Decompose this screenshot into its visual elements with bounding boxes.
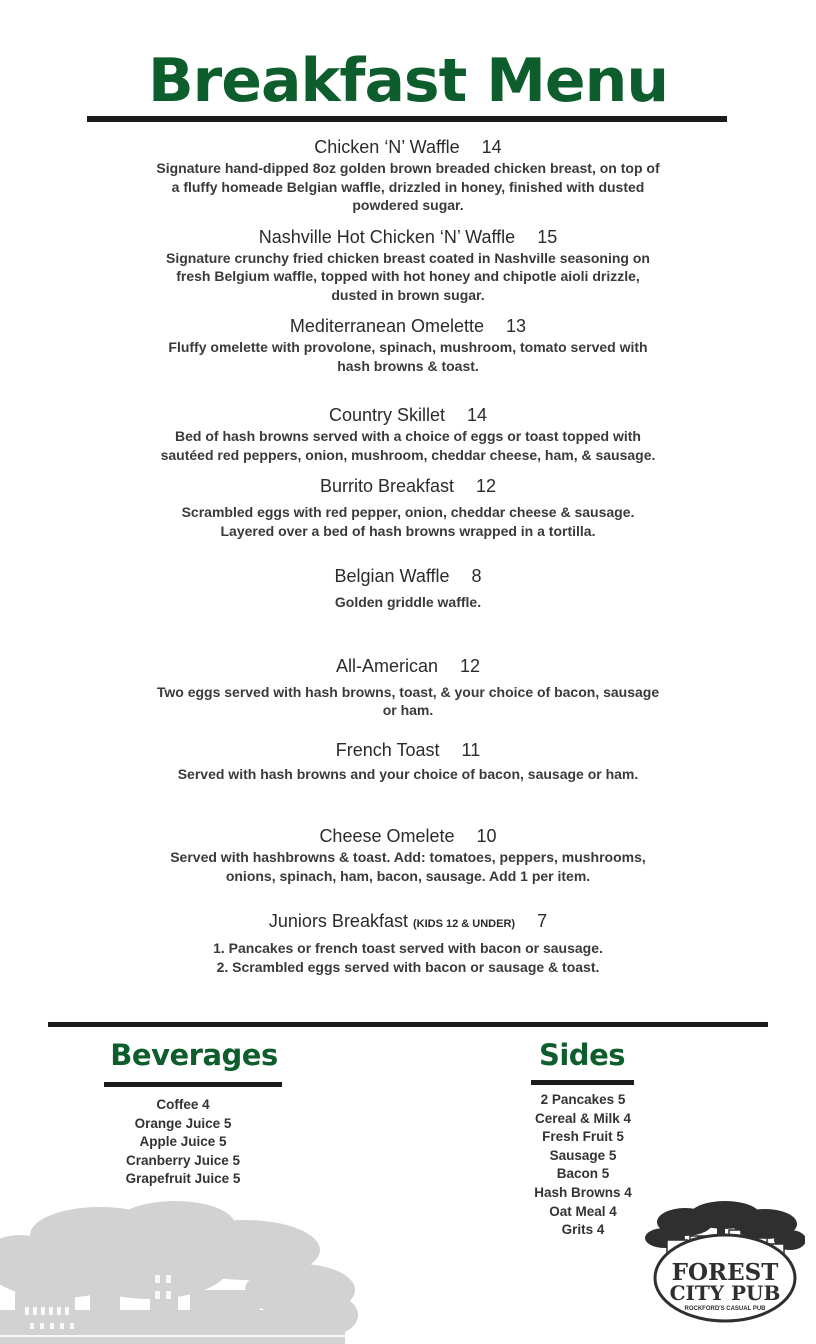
list-item: Cereal & Milk 4 — [534, 1110, 632, 1126]
menu-item-header — [0, 654, 816, 678]
list-item: Fresh Fruit 5 — [542, 1129, 624, 1145]
menu-item-price: 12 — [460, 655, 481, 676]
menu-item-price: 10 — [476, 826, 497, 846]
menu-item-all-american — [0, 654, 816, 720]
menu-item-burrito-breakfast — [0, 474, 816, 540]
list-item: Cranberry Juice 5 — [125, 1152, 241, 1168]
skyline-illustration — [0, 1195, 360, 1344]
menu-item-price: 14 — [481, 137, 502, 157]
menu-item-header — [0, 738, 816, 762]
menu-item-header — [0, 824, 816, 848]
menu-item-name: Burrito Breakfast — [319, 476, 455, 496]
menu-item-description: Signature crunchy fried chicken breast coated in Nashville seasoning on fresh Belgium waffle, topped with hot honey and chipotle aioli drizzle, dusted in brown sugar. — [166, 249, 650, 303]
list-item: Orange Juice 5 — [134, 1115, 232, 1131]
menu-item-description: Bed of hash browns served with a choice of eggs or toast topped with sautéed red peppers, onion, mushroom, cheddar cheese, ham, & sausage. — [160, 428, 656, 463]
menu-item-header — [0, 225, 816, 249]
beverages-underline — [104, 1082, 282, 1087]
list-item: 2 Pancakes 5 — [540, 1092, 626, 1107]
logo-tagline: ROCKFORD'S CASUAL PUB — [684, 1306, 766, 1312]
menu-item-name: Juniors Breakfast — [268, 911, 408, 931]
list-item: Grits 4 — [561, 1222, 605, 1238]
menu-item-description-line: 2. Scrambled eggs served with bacon or sausage & toast. — [216, 958, 600, 975]
menu-item-name: Country Skillet — [328, 405, 445, 425]
list-item: Oat Meal 4 — [549, 1203, 617, 1219]
menu-item-name: Nashville Hot Chicken ‘N’ Waffle — [258, 226, 516, 247]
menu-item-header — [0, 474, 816, 498]
menu-item-name: French Toast — [335, 739, 440, 760]
list-item: Coffee 4 — [156, 1097, 210, 1112]
beverages-title: Beverages — [110, 1038, 278, 1072]
logo-line-1: FOREST — [671, 1259, 779, 1286]
menu-item-price: 14 — [467, 405, 488, 425]
menu-item-name: Cheese Omelete — [319, 826, 455, 846]
menu-item-cheese-omelete — [0, 824, 816, 885]
menu-item-name: Mediterranean Omelette — [289, 316, 485, 336]
list-item: Sausage 5 — [549, 1147, 617, 1163]
logo-line-2: CITY PUB — [669, 1281, 781, 1305]
menu-item-description: Two eggs served with hash browns, toast, & your choice of bacon, sausage or ham. — [156, 683, 660, 718]
menu-item-header — [0, 909, 816, 936]
menu-item-description: Signature hand-dipped 8oz golden brown breaded chicken breast, on top of a fluffy homeade Belgian waffle, drizzled in honey, finished with dusted powdered sugar. — [156, 160, 660, 213]
forest-city-pub-logo — [645, 1200, 805, 1325]
menu-item-name: All-American — [335, 655, 438, 676]
menu-item-description: Scrambled eggs with red pepper, onion, cheddar cheese & sausage. Layered over a bed of hash browns wrapped in a tortilla. — [181, 504, 635, 539]
menu-item-price: 7 — [537, 911, 548, 931]
menu-list — [0, 135, 816, 976]
menu-item-price: 15 — [537, 226, 558, 247]
sides-underline — [531, 1080, 634, 1085]
section-divider — [48, 1022, 768, 1027]
menu-item-header — [0, 564, 816, 588]
list-item: Grapefruit Juice 5 — [125, 1171, 241, 1187]
menu-item-header — [0, 314, 816, 338]
menu-item-description-line: 1. Pancakes or french toast served with bacon or sausage. — [213, 940, 603, 956]
menu-item-price: 12 — [476, 476, 497, 496]
title-underline — [87, 116, 727, 122]
menu-item-price: 8 — [471, 566, 482, 586]
menu-item-nashville-hot-chicken-n-waffle — [0, 225, 816, 305]
beverages-list — [103, 1096, 263, 1189]
menu-item-mediterranean-omelette — [0, 314, 816, 375]
menu-item-name: Belgian Waffle — [334, 566, 450, 586]
menu-item-name: Chicken ‘N’ Waffle — [314, 137, 460, 157]
list-item: Bacon 5 — [556, 1166, 610, 1182]
menu-item-header — [0, 403, 816, 427]
menu-item-country-skillet — [0, 403, 816, 464]
sides-list — [512, 1091, 654, 1240]
menu-item-price: 13 — [506, 316, 527, 336]
menu-item-chicken-n-waffle — [0, 135, 816, 215]
sides-title: Sides — [538, 1038, 625, 1072]
menu-item-header — [0, 135, 816, 159]
page-title: Breakfast Menu — [147, 46, 669, 116]
menu-item-juniors-breakfast — [0, 909, 816, 976]
menu-item-description: Fluffy omelette with provolone, spinach, mushroom, tomato served with hash browns & toast. — [168, 339, 648, 374]
menu-item-description: Served with hash browns and your choice of bacon, sausage or ham. — [177, 765, 639, 782]
menu-item-description: Served with hashbrowns & toast. Add: tomatoes, peppers, mushrooms, onions, spinach, ham, bacon, sausage. Add 1 per item. — [170, 849, 646, 884]
menu-item-description: Golden griddle waffle. — [334, 594, 482, 610]
list-item: Hash Browns 4 — [534, 1184, 632, 1200]
list-item: Apple Juice 5 — [139, 1134, 227, 1150]
menu-item-french-toast — [0, 738, 816, 784]
menu-item-belgian-waffle — [0, 564, 816, 612]
menu-item-price: 11 — [461, 739, 481, 760]
menu-item-note: (KIDS 12 & UNDER) — [412, 918, 516, 930]
